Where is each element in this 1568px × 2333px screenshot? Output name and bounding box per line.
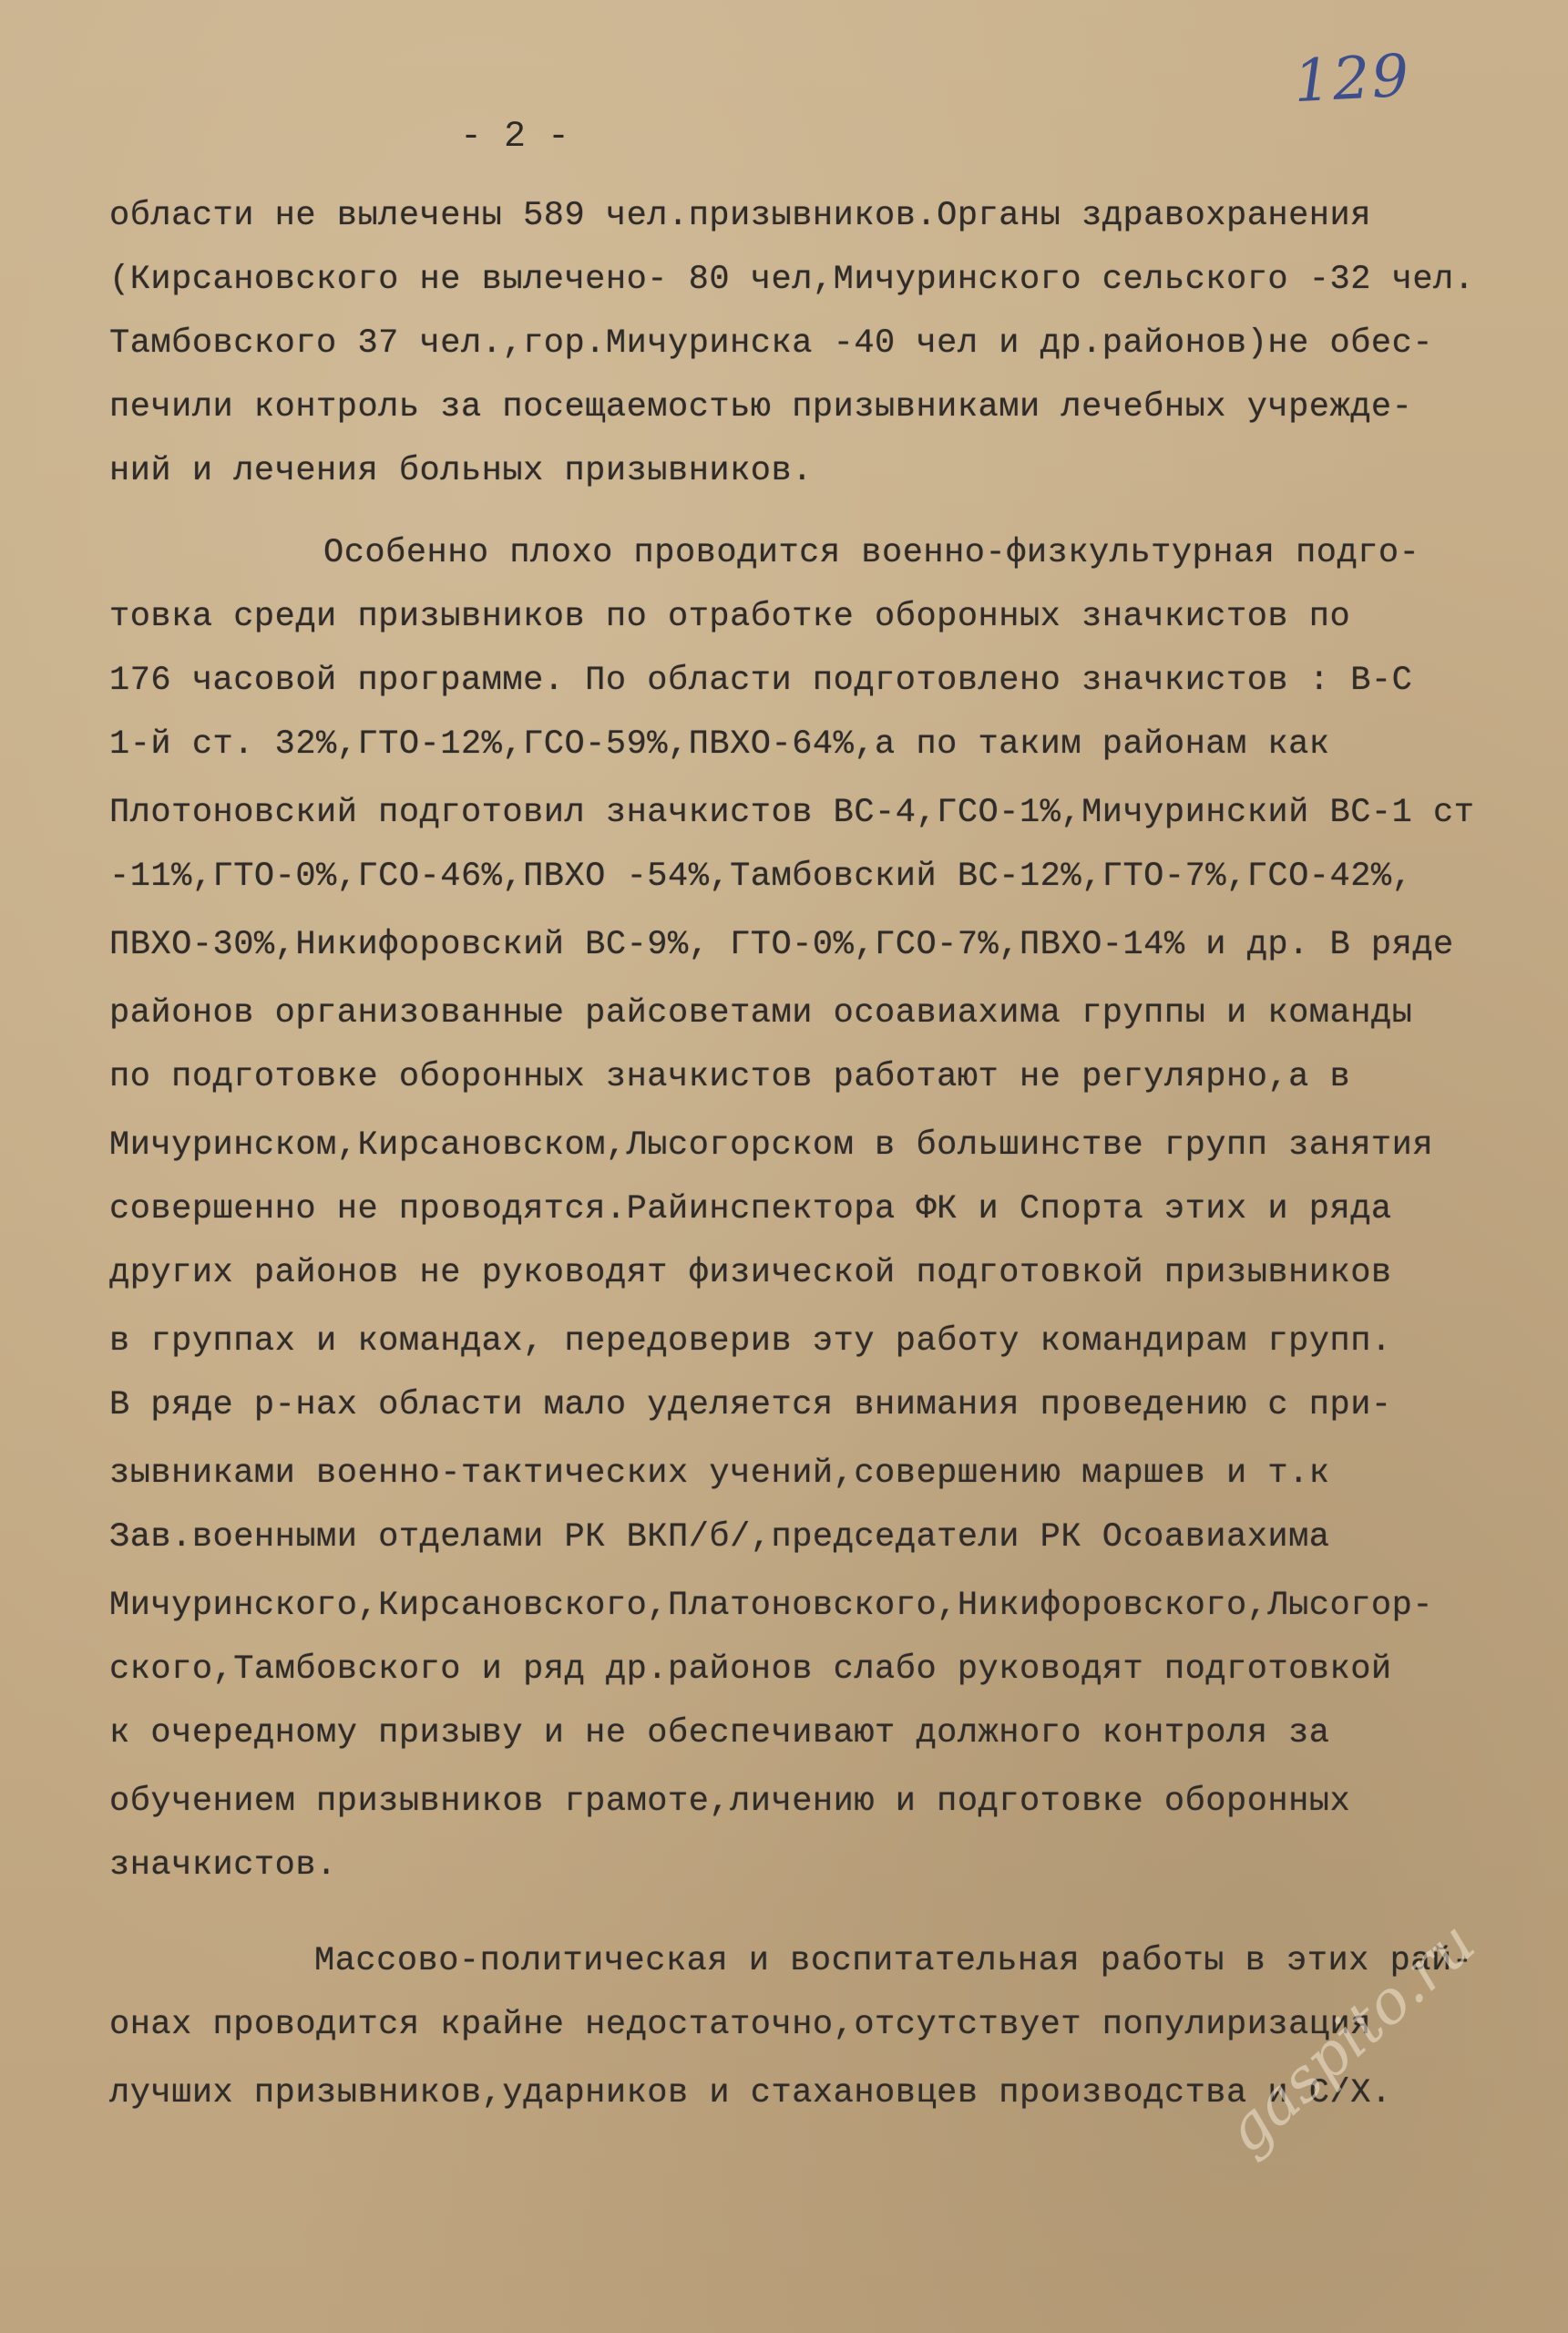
text-line: Мичуринском,Кирсановском,Лысогорском в большинстве групп занятия (109, 1126, 1434, 1165)
text-line: ского,Тамбовского и ряд др.районов слабо руководят подготовкой (109, 1650, 1392, 1689)
text-line: совершенно не проводятся.Райинспектора ФК и Спорта этих и ряда (109, 1190, 1392, 1228)
text-line: значкистов. (109, 1846, 337, 1885)
text-line: зывниками военно-тактических учений,совершению маршев и т.к (109, 1454, 1330, 1493)
text-line: Тамбовского 37 чел.,гор.Мичуринска -40 чел и др.районов)не обес- (109, 324, 1434, 363)
text-line: ПВХО-30%,Никифоровский ВС-9%, ГТО-0%,ГСО-7%,ПВХО-14% и др. В ряде (109, 926, 1454, 964)
text-line: товка среди призывников по отработке оборонных значкистов по (109, 598, 1351, 636)
text-line: В ряде р-нах области мало уделяется внимания проведению с при- (109, 1386, 1392, 1424)
text-line: Плотоновский подготовил значкистов ВС-4,ГСО-1%,Мичуринский ВС-1 ст (109, 794, 1475, 832)
text-line: области не вылечены 589 чел.призывников.Органы здравохранения (109, 197, 1371, 235)
text-line: обучением призывников грамоте,личению и подготовке оборонных (109, 1783, 1351, 1821)
text-line: лучших призывников,ударников и стахановцев производства и С/Х. (109, 2074, 1392, 2112)
text-line: 1-й ст. 32%,ГТО-12%,ГСО-59%,ПВХО-64%,а по таким районам как (109, 725, 1330, 764)
text-line: 176 часовой программе. По области подготовлено значкистов : В-С (109, 662, 1413, 700)
text-line: Особенно плохо проводится военно-физкультурная подго- (323, 534, 1420, 572)
text-line: Зав.военными отделами РК ВКП/б/,председатели РК Осоавиахима (109, 1518, 1330, 1557)
text-line: к очередному призыву и не обеспечивают должного контроля за (109, 1714, 1330, 1752)
page-number: - 2 - (460, 117, 570, 158)
text-line: Массово-политическая и воспитательная работы в этих рай- (314, 1942, 1473, 1980)
watermark: gaspito.ru (1212, 1907, 1489, 2167)
text-line: в группах и командах, передоверив эту работу командирам групп. (109, 1322, 1392, 1361)
text-line: -11%,ГТО-0%,ГСО-46%,ПВХО -54%,Тамбовский ВС-12%,ГТО-7%,ГСО-42%, (109, 858, 1413, 896)
text-line: печили контроль за посещаемостью призывниками лечебных учрежде- (109, 388, 1413, 427)
archive-page-number: 129 (1292, 42, 1413, 117)
text-line: (Кирсановского не вылечено- 80 чел,Мичуринского сельского -32 чел. (109, 261, 1475, 299)
text-line: районов организованные райсоветами осоавиахима группы и команды (109, 994, 1413, 1033)
text-line: по подготовке оборонных значкистов работают не регулярно,а в (109, 1058, 1351, 1096)
text-line: ний и лечения больных призывников. (109, 452, 813, 490)
text-line: Мичуринского,Кирсановского,Платоновского,Никифоровского,Лысогор- (109, 1587, 1434, 1625)
text-line: других районов не руководят физической подготовкой призывников (109, 1254, 1392, 1292)
text-line: онах проводится крайне недостаточно,отсутствует популиризация (109, 2006, 1371, 2044)
